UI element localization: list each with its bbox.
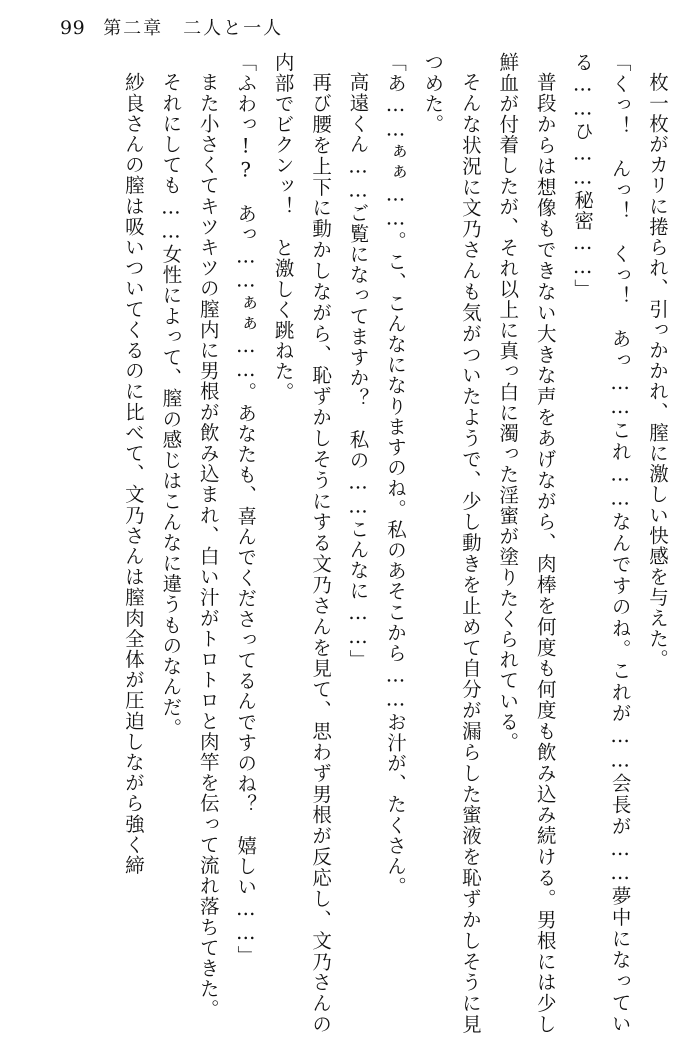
vertical-text-block [24,52,676,1034]
paragraph: 高遠くん……ご覧になってますか？ 私の……こんなに……」 [346,71,370,670]
paragraph: 普段からは想像もできない大きな声をあげながら、肉棒を何度も何度も飲み込み続ける。男根には少し鮮血が付着したが、それ以上に真っ白に濁った淫蜜が塗りたくられている。 [496,52,557,1034]
page-number: 99 [60,17,86,39]
paragraph: 「あ……ぁぁ……。こ、こんなになりますのね。私のあそこから……お汁が、たくさん。 [383,52,407,897]
paragraph: それにしても……女性によって、膣の感じはこんなに違うものなんだ。 [159,71,183,738]
chapter-title: 第二章 二人と一人 [103,18,284,39]
paragraph: また小さくてキツキツの膣内に男根が飲み込まれ、白い汁がトロトロと肉竿を伝って流れ落ちてきた。 [196,71,220,1020]
paragraph: 再び腰を上下に動かしながら、恥ずかしそうにする文乃さんを見て、思わず男根が反応し、文乃さんの内部でビクンッ！ と激しく跳ねた。 [271,52,333,1034]
paragraph: 「ふわっ!? あっ……ぁぁ……。あなたも、喜んでくださってるんですのね？ 嬉しい……」 [234,52,258,966]
page-header [60,14,283,40]
paragraph: そんな状況に文乃さんも気がついたようで、少し動きを止めて自分が漏らした蜜液を恥ずかしそうに見つめた。 [421,52,482,1034]
page-body [24,52,676,1034]
paragraph: 枚一枚がカリに捲られ、引っかかれ、膣に激しい快感を与えた。 [646,71,669,669]
paragraph: 「くっ！ んっ！ くっ！ あっ……これ……なんですのね。これが……会長が……夢中になっている……ひ……秘密……」 [571,52,632,1034]
paragraph: 紗良さんの膣は吸いついてくるのに比べて、文乃さんは膣肉全体が圧迫しながら強く締 [121,71,145,875]
